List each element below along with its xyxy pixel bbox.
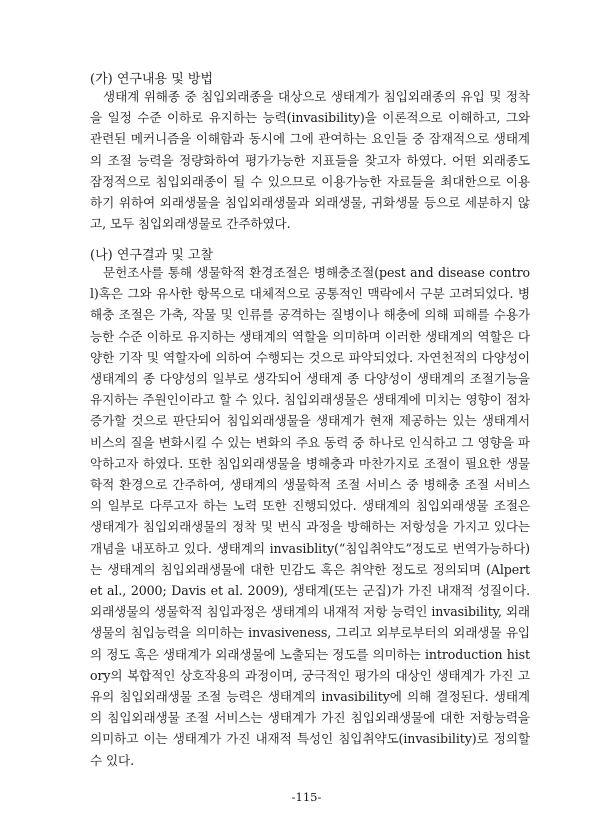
section-a-paragraph [90,86,530,234]
section-a-heading: (가) 연구내용 및 방법 [90,72,214,87]
section-b-text: 문헌조사를 통해 생물학적 환경조절은 병해충조절(pest and disease control)혹은 그와 유사한 항목으로 대체적으로 공통적인 맥락에서 구분 고려되었다. 병해충 조절은 가축, 작물 및 인류를 공격하는 질병이나 해충에 의해 피해를 수용가능한 수준 이하로 유지하는 생태계의 역할을 의미하며 이러한 생태계의 역할은 다양한 기작 및 역할자에 의하여 수행되는 것으로 파악되었다. 자연천적의 다양성이 생태계의 종 다양성의 일부로 생각되어 생태계 종 다양성이 생태계의 조절기능을 유지하는 주원인이라고 할 수 있다. 침입외래생물은 생태계에 미치는 영향이 점차 증가할 것으로 판단되어 침입외래생물을 생태계가 현재 제공하는 있는 생태계서비스의 질을 변화시킬 수 있는 변화의 주요 동력 중 하나로 인식하고 그 영향을 파악하고자 하였다. 또한 침입외래생물을 병해충과 마찬가지로 조절이 필요한 생물학적 환경으로 간주하여, 생태계의 생물학적 조절 서비스 중 병해충 조절 서비스의 일부로 다루고자 하는 노력 또한 진행되었다. 생태계의 침입외래생물 조절은 생태계가 침입외래생물의 정착 및 번식 과정을 방해하는 저항성을 가지고 있다는 개념을 내포하고 있다. 생태계의 invasiblity(“침입취약도”정도로 번역가능하다)는 생태계의 침입외래생물에 대한 민감도 혹은 취약한 정도로 정의되며 (Alpert et al., 2000; Davis et al. 2009), 생태계(또는 군집)가 가진 내재적 성질이다. 외래생물의 생물학적 침입과정은 생태계의 내재적 저항 능력인 invasibility, 외래생물의 침입능력을 의미하는 invasiveness, 그리고 외부로부터의 외래생물 유입의 정도 혹은 생태계가 외래생물에 노출되는 정도를 의미하는 introduction history의 복합적인 상호작용의 과정이며, 궁극적인 평가의 대상인 생태계가 가진 고유의 침입외래생물 조절 능력은 생태계의 invasibility에 의해 결정된다. 생태계의 침입외래생물 조절 서비스는 생태계가 가진 침입외래생물에 대한 저항능력을 의미하고 이는 생태계가 가진 내재적 특성인 침입취약도(invasibility)로 정의할 수 있다. [90,265,530,768]
section-b-paragraph [90,262,530,771]
page-number: -115- [291,790,322,804]
section-b-heading: (나) 연구결과 및 고찰 [90,248,214,263]
section-a-text: 생태계 위해종 중 침입외래종을 대상으로 생태계가 침입외래종의 유입 및 정착을 일정 수준 이하로 유지하는 능력(invasibility)을 이론적으로 이해하고, 그와 관련된 메커니즘을 이해함과 동시에 그에 관여하는 요인들 중 잠재적으로 생태계의 조절 능력을 정량화하여 평가가능한 지표들을 찾고자 하였다. 어떤 외래종도 잠정적으로 침입외래종이 될 수 있으므로 이용가능한 자료들을 최대한으로 이용하기 위하여 외래생물을 침입외래생물과 외래생물, 귀화생물 등으로 세분하지 않고, 모두 침입외래생물로 간주하였다. [90,89,530,232]
